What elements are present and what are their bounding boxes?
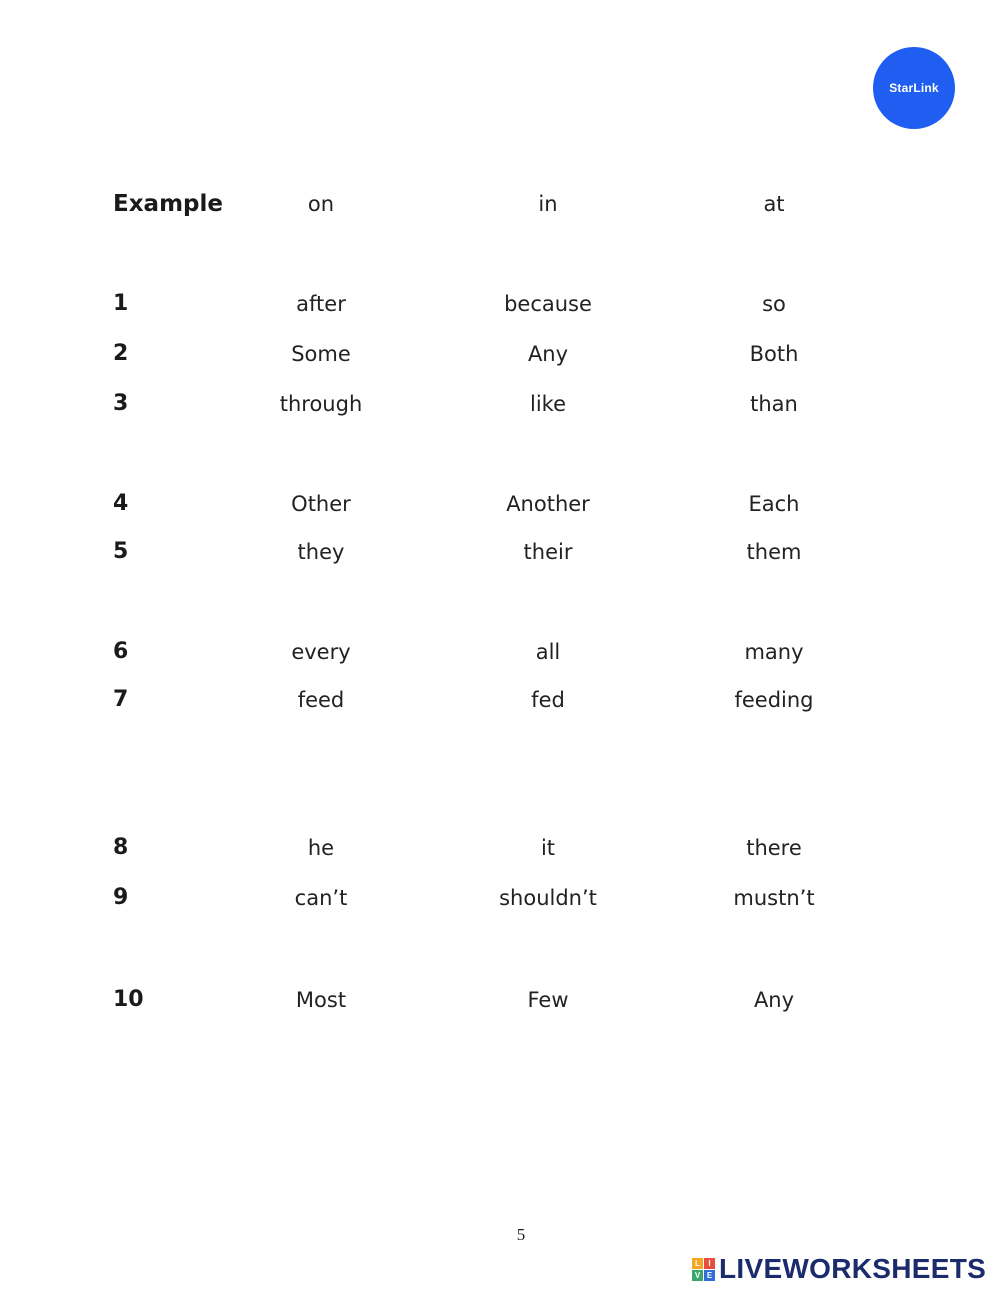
question-number: 10 — [113, 987, 144, 1012]
question-row — [0, 878, 1000, 918]
question-row — [0, 980, 1000, 1020]
option-word: feeding — [734, 688, 814, 712]
option-word: on — [307, 192, 335, 216]
option-word: many — [744, 640, 804, 664]
question-number: 4 — [113, 491, 129, 516]
logo-text: StarLink — [889, 81, 939, 95]
question-number: 2 — [113, 341, 129, 366]
brand-block: L — [692, 1258, 703, 1269]
question-number: 8 — [113, 835, 129, 860]
option-word: at — [763, 192, 785, 216]
question-number: 6 — [113, 639, 129, 664]
question-number: 3 — [113, 391, 129, 416]
option-word: can’t — [294, 886, 348, 910]
brand-block: V — [692, 1270, 703, 1281]
option-word: every — [291, 640, 351, 664]
option-word: in — [538, 192, 558, 216]
starlink-logo — [873, 47, 955, 129]
example-row — [0, 184, 1000, 224]
option-word: he — [307, 836, 335, 860]
question-row — [0, 284, 1000, 324]
question-row — [0, 532, 1000, 572]
question-number: 1 — [113, 291, 129, 316]
page-number: 5 — [516, 1225, 526, 1244]
option-word: their — [523, 540, 573, 564]
option-word: shouldn’t — [499, 886, 597, 910]
question-row — [0, 384, 1000, 424]
option-word: Few — [527, 988, 569, 1012]
option-word: like — [529, 392, 566, 416]
option-word: it — [540, 836, 556, 860]
liveworksheets-logo-icon — [692, 1258, 715, 1281]
option-word: Other — [291, 492, 351, 516]
question-row — [0, 632, 1000, 672]
option-word: fed — [531, 688, 565, 712]
option-word: Some — [291, 342, 351, 366]
option-word: Each — [748, 492, 800, 516]
option-word: Any — [753, 988, 795, 1012]
question-row — [0, 828, 1000, 868]
option-word: because — [504, 292, 592, 316]
option-word: them — [746, 540, 802, 564]
question-row — [0, 484, 1000, 524]
brand-block: E — [704, 1270, 715, 1281]
option-word: they — [297, 540, 345, 564]
option-word: mustn’t — [733, 886, 815, 910]
liveworksheets-brand — [692, 1252, 986, 1286]
option-word: all — [535, 640, 561, 664]
example-label: Example — [113, 191, 223, 217]
option-word: through — [279, 392, 363, 416]
option-word: feed — [297, 688, 345, 712]
question-row — [0, 680, 1000, 720]
brand-name: LIVEWORKSHEETS — [719, 1253, 987, 1284]
question-number: 7 — [113, 687, 129, 712]
option-word: Any — [527, 342, 569, 366]
option-word: Both — [749, 342, 799, 366]
brand-block: I — [704, 1258, 715, 1269]
question-row — [0, 334, 1000, 374]
option-word: Another — [506, 492, 590, 516]
option-word: so — [762, 292, 786, 316]
option-word: than — [750, 392, 798, 416]
question-number: 5 — [113, 539, 129, 564]
option-word: after — [296, 292, 346, 316]
option-word: Most — [295, 988, 347, 1012]
option-word: there — [746, 836, 802, 860]
question-number: 9 — [113, 885, 129, 910]
